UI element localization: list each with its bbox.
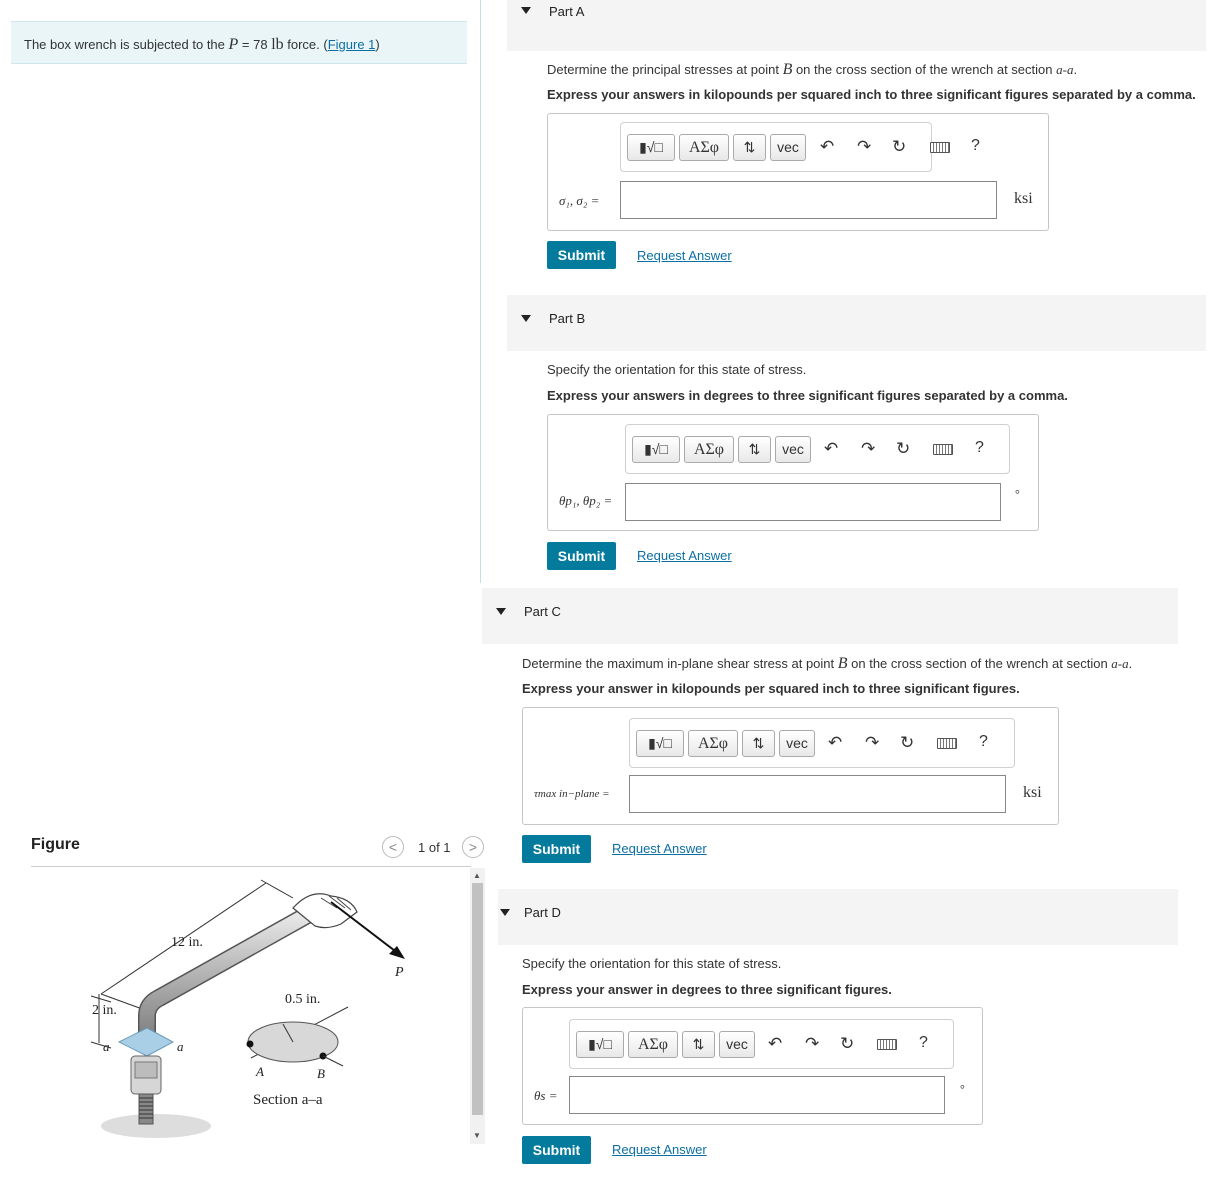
theta-label: θp₁, θp₂ = — [559, 493, 613, 508]
shear-orientation-input[interactable] — [569, 1076, 945, 1114]
question-end: . — [1073, 62, 1078, 77]
greek-button[interactable]: ΑΣφ — [628, 1031, 678, 1058]
redo-icon[interactable]: ↷ — [865, 733, 880, 752]
section-caption: Section a–a — [253, 1092, 323, 1108]
reset-icon[interactable]: ↻ — [896, 439, 911, 458]
figure-counter: 1 of 1 — [418, 840, 451, 855]
problem-text-prefix: The box wrench is subjected to the — [24, 37, 225, 52]
vec-button[interactable]: vec — [779, 730, 815, 757]
problem-text-suffix: force. ( — [283, 37, 328, 52]
chevron-left-icon: < — [388, 839, 398, 855]
figure-rule — [31, 866, 471, 867]
question-point: B — [782, 61, 793, 78]
section-a-left: a — [103, 1039, 110, 1054]
part-a-header[interactable] — [507, 0, 1206, 51]
vec-button[interactable]: vec — [719, 1031, 755, 1058]
part-a-submit-button[interactable]: Submit — [547, 241, 616, 269]
unit-degree: ° — [1015, 487, 1020, 501]
radius-label: 0.5 in. — [285, 992, 321, 1007]
question-end: . — [1128, 656, 1133, 671]
close-paren: ) — [375, 37, 380, 52]
dimension-12-label: 12 in. — [171, 935, 203, 950]
part-d-question: Specify the orientation for this state of stress. — [522, 956, 782, 971]
point-b-label: B — [317, 1066, 325, 1081]
part-d-instruction: Express your answer in degrees to three significant figures. — [522, 982, 892, 997]
force-symbol: P — [228, 36, 239, 53]
subscript-button[interactable]: ⇅ — [738, 436, 771, 463]
reset-icon[interactable]: ↻ — [892, 137, 907, 156]
undo-icon[interactable]: ↶ — [824, 439, 839, 458]
keyboard-icon[interactable] — [933, 444, 953, 455]
part-b-submit-button[interactable]: Submit — [547, 542, 616, 570]
undo-icon[interactable]: ↶ — [820, 137, 835, 156]
help-icon[interactable]: ? — [919, 1034, 928, 1051]
greek-button[interactable]: ΑΣφ — [684, 436, 734, 463]
question-prefix: Determine the maximum in-plane shear stress at point — [522, 656, 838, 671]
keyboard-icon[interactable] — [937, 738, 957, 749]
part-d-submit-button[interactable]: Submit — [522, 1136, 591, 1164]
redo-icon[interactable]: ↷ — [861, 439, 876, 458]
ground-shadow — [101, 1114, 211, 1138]
part-a-instruction: Express your answers in kilopounds per squared inch to three significant figures separated by a comma. — [547, 87, 1196, 102]
principal-stress-input[interactable] — [620, 181, 997, 219]
unit-degree: ° — [960, 1082, 965, 1096]
question-section: a-a — [1056, 62, 1074, 77]
part-a-answer-box — [547, 113, 1049, 231]
templates-button[interactable]: ▮√□ — [632, 436, 680, 463]
collapse-caret-icon[interactable] — [496, 608, 506, 615]
box-wrench-figure — [31, 868, 467, 1144]
part-b-answer-box — [547, 414, 1039, 531]
redo-icon[interactable]: ↷ — [805, 1034, 820, 1053]
greek-button[interactable]: ΑΣφ — [688, 730, 738, 757]
collapse-caret-icon[interactable] — [500, 909, 510, 916]
part-c-question — [522, 655, 1132, 673]
part-d-answer-box — [522, 1007, 983, 1125]
figure-link[interactable]: Figure 1 — [327, 37, 376, 52]
templates-button[interactable]: ▮√□ — [576, 1031, 624, 1058]
keyboard-icon[interactable] — [877, 1039, 897, 1050]
math-toolbar — [625, 424, 1010, 474]
question-mid: on the cross section of the wrench at section — [847, 656, 1112, 671]
undo-icon[interactable]: ↶ — [768, 1034, 783, 1053]
previous-figure-button[interactable] — [382, 836, 404, 858]
collapse-caret-icon[interactable] — [521, 315, 531, 322]
part-b-instruction: Express your answers in degrees to three significant figures separated by a comma. — [547, 388, 1068, 403]
keyboard-icon[interactable] — [930, 142, 950, 153]
next-figure-button[interactable] — [462, 836, 484, 858]
part-c-instruction: Express your answer in kilopounds per squared inch to three significant figures. — [522, 681, 1020, 696]
tau-label: τmax in−plane = — [534, 788, 610, 800]
part-b-request-answer-link[interactable]: Request Answer — [637, 548, 732, 563]
vec-button[interactable]: vec — [770, 134, 806, 161]
chevron-right-icon: > — [468, 839, 478, 855]
question-section: a-a — [1111, 656, 1129, 671]
part-c-submit-button[interactable]: Submit — [522, 835, 591, 863]
part-d-request-answer-link[interactable]: Request Answer — [612, 1142, 707, 1157]
scroll-up-icon[interactable]: ▲ — [473, 871, 481, 880]
scrollbar-thumb[interactable] — [472, 883, 483, 1115]
part-c-request-answer-link[interactable]: Request Answer — [612, 841, 707, 856]
part-c-header[interactable] — [482, 588, 1178, 644]
part-d-header[interactable] — [498, 889, 1178, 945]
shear-stress-input[interactable] — [629, 775, 1006, 813]
part-b-question: Specify the orientation for this state of stress. — [547, 362, 807, 377]
part-b-title: Part B — [549, 311, 586, 326]
part-d-title: Part D — [524, 905, 561, 920]
reset-icon[interactable]: ↻ — [900, 733, 915, 752]
dimension-2-label: 2 in. — [92, 1003, 117, 1018]
math-toolbar — [620, 122, 980, 172]
force-label: P — [395, 965, 404, 980]
part-c-title: Part C — [524, 604, 561, 619]
scroll-down-icon[interactable]: ▼ — [473, 1131, 481, 1140]
subscript-button[interactable]: ⇅ — [733, 134, 766, 161]
subscript-button[interactable]: ⇅ — [742, 730, 775, 757]
question-prefix: Determine the principal stresses at point — [547, 62, 783, 77]
part-b-header[interactable] — [507, 295, 1206, 351]
templates-button[interactable]: ▮√□ — [627, 134, 675, 161]
part-a-request-answer-link[interactable]: Request Answer — [637, 248, 732, 263]
force-value: = 78 — [238, 37, 272, 52]
force-unit: lb — [271, 36, 284, 53]
vec-button[interactable]: vec — [775, 436, 811, 463]
collapse-caret-icon[interactable] — [521, 7, 531, 14]
unit-ksi: ksi — [1014, 190, 1033, 207]
point-a-label: A — [256, 1064, 264, 1079]
help-icon[interactable]: ? — [975, 439, 984, 456]
figure-scrollbar[interactable] — [470, 868, 485, 1144]
templates-button[interactable]: ▮√□ — [636, 730, 684, 757]
theta-s-label: θs = — [534, 1088, 558, 1103]
part-a-question — [547, 61, 1077, 79]
reset-icon[interactable]: ↻ — [840, 1034, 855, 1053]
unit-ksi: ksi — [1023, 784, 1042, 801]
math-toolbar — [629, 718, 1015, 768]
question-point: B — [837, 655, 848, 672]
figure-heading: Figure — [31, 836, 80, 853]
redo-icon[interactable]: ↷ — [857, 137, 872, 156]
question-mid: on the cross section of the wrench at section — [792, 62, 1057, 77]
panel-divider — [480, 0, 481, 583]
part-a-title: Part A — [549, 4, 585, 19]
help-icon[interactable]: ? — [971, 137, 980, 154]
greek-button[interactable]: ΑΣφ — [679, 134, 729, 161]
sigma-label: σ₁, σ₂ = — [559, 193, 600, 208]
math-toolbar — [569, 1019, 954, 1069]
orientation-input[interactable] — [625, 483, 1001, 521]
undo-icon[interactable]: ↶ — [828, 733, 843, 752]
section-a-right: a — [177, 1039, 184, 1054]
part-c-answer-box — [522, 707, 1059, 825]
subscript-button[interactable]: ⇅ — [682, 1031, 715, 1058]
problem-statement — [11, 21, 467, 64]
help-icon[interactable]: ? — [979, 733, 988, 750]
